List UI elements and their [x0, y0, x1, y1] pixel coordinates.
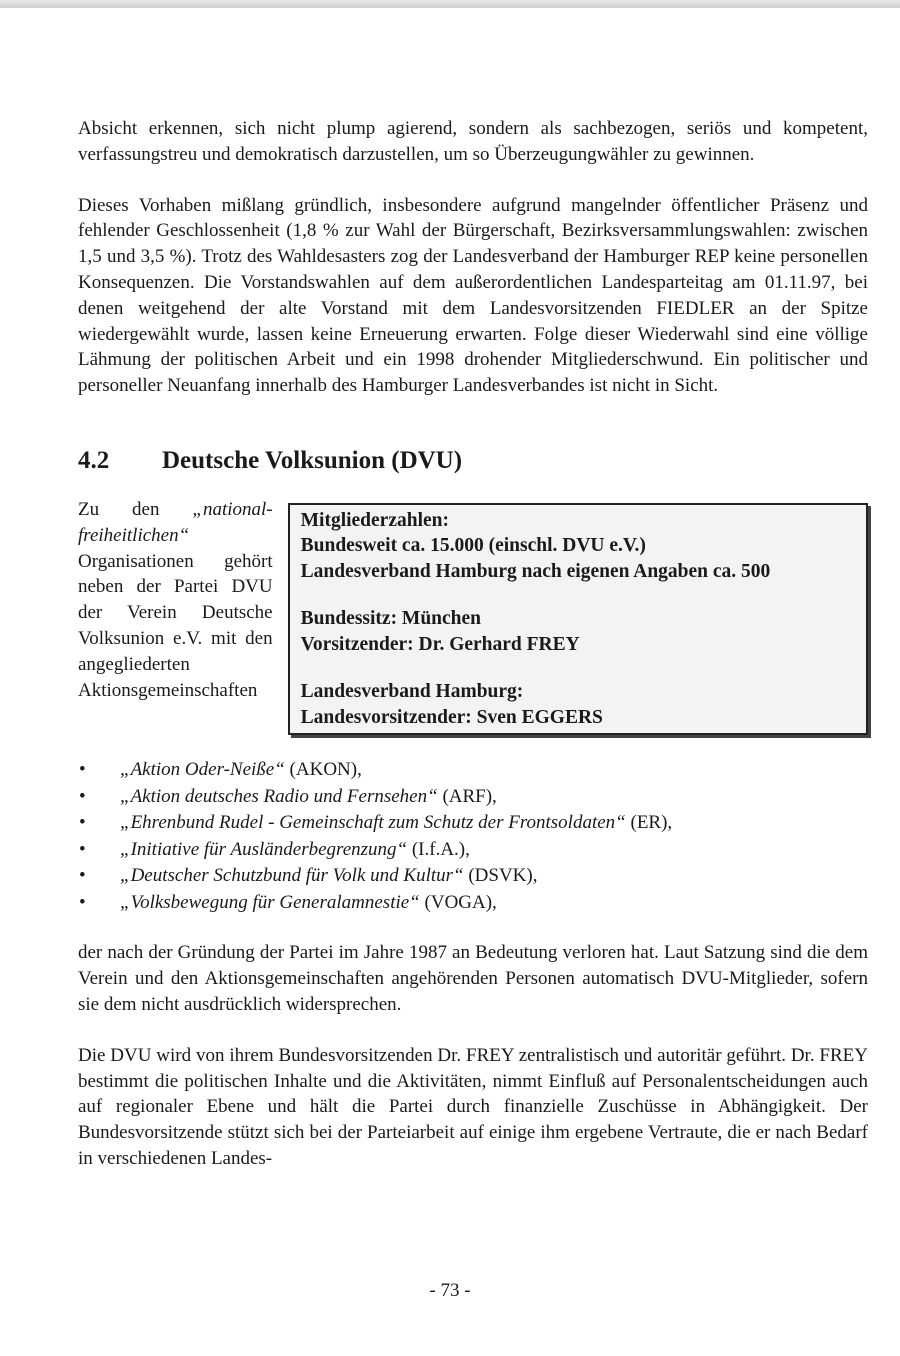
info-hamburg-label: Landesverband Hamburg:	[300, 681, 524, 703]
list-item-rest: (VOGA),	[419, 891, 497, 913]
list-item-italic: „Deutscher Schutzbund für Volk und Kultur“	[120, 865, 464, 887]
list-item	[78, 784, 868, 811]
section-title: Deutsche Volksunion (DVU)	[162, 446, 463, 474]
list-item	[78, 757, 868, 784]
bullet-list	[78, 757, 868, 916]
intro-before: Zu den	[78, 498, 193, 520]
bullet-icon: •	[79, 759, 86, 781]
list-item	[78, 837, 868, 864]
list-item-italic: „Ehrenbund Rudel - Gemeinschaft zum Schutz der Frontsoldaten“	[120, 812, 626, 834]
page-number: - 73 -	[429, 1280, 471, 1301]
list-item-italic: „Volksbewegung für Generalamnestie“	[120, 891, 420, 913]
list-item-rest: (I.f.A.),	[407, 838, 470, 860]
list-item-rest: (AKON),	[284, 759, 362, 781]
list-item	[78, 890, 868, 917]
section-heading	[78, 447, 868, 475]
info-members-national: Bundesweit ca. 15.000 (einschl. DVU e.V.)	[300, 535, 646, 557]
info-members-label: Mitgliederzahlen:	[300, 509, 449, 531]
paragraph-2: Dieses Vorhaben mißlang gründlich, insbesondere aufgrund mangelnder öffentlicher Präsenz und fehlender Geschlossenheit (1,8 % zur Wahl der Bürgerschaft, Bezirksversammlungswahlen: zwischen 1,5 und 3,5 %). Trotz des Wahldesasters zog der Landesverband der Hamburger REP keine personellen Konsequenzen. Die Vorstandswahlen auf dem außerordentlichen Landesparteitag am 01.11.97, bei denen weitgehend der alte Vorstand mit dem Landesvorsitzenden FIEDLER an der Spitze wiedergewählt wurde, lassen keine Erneuerung erwarten. Folge dieser Wiederwahl sind eine völlige Lähmung der politischen Arbeit und ein 1998 drohender Mitgliederschwund. Ein politischer und personeller Neuanfang innerhalb des Hamburger Landesverbandes ist nicht in Sicht.	[78, 194, 868, 397]
intro-italic: „national-freiheitlichen“	[78, 498, 273, 546]
list-item-rest: (DSVK),	[463, 865, 538, 887]
list-item-italic: „Initiative für Ausländerbegrenzung“	[120, 838, 408, 860]
paragraph-4: Die DVU wird von ihrem Bundesvorsitzenden Dr. FREY zentralistisch und autoritär geführt. Dr. FREY bestimmt die politischen Inhalte und die Aktivitäten, nimmt Einfluß auf Personalentscheidungen auch auf regionaler Ebene und hält die Partei durch finanzielle Zuschüsse in Abhängigkeit. Der Bundesvorsitzende stützt sich bei der Parteiarbeit auf einige ihm ergebene Vertraute, die er nach Bedarf in verschiedenen Landes-	[78, 1044, 868, 1170]
top-edge-rule	[0, 0, 900, 8]
paragraph-1: Absicht erkennen, sich nicht plump agierend, sondern als sachbezogen, seriös und kompetent, verfassungstreu und demokratisch darzustellen, um so Überzeugungwähler zu gewinnen.	[78, 118, 868, 165]
info-seat: Bundessitz: München	[300, 608, 482, 630]
intro-after: Organisationen gehört neben der Partei DVU der Verein Deutsche Volksunion e.V. mit den angegliederten Aktionsgemeinschaften	[78, 550, 273, 701]
intro-row	[78, 498, 868, 736]
info-hamburg-chairman: Landesvorsitzender: Sven EGGERS	[300, 706, 603, 728]
list-item	[78, 863, 868, 890]
bullet-icon: •	[79, 812, 86, 834]
intro-text	[78, 497, 273, 703]
info-members-hamburg: Landesverband Hamburg nach eigenen Angaben ca. 500	[300, 560, 771, 582]
list-item-italic: „Aktion deutsches Radio und Fernsehen“	[120, 785, 438, 807]
list-item	[78, 810, 868, 837]
list-item-rest: (ARF),	[437, 785, 497, 807]
bullet-icon: •	[79, 838, 86, 860]
info-chairman: Vorsitzender: Dr. Gerhard FREY	[300, 633, 580, 655]
document-page	[78, 116, 868, 1172]
section-number: 4.2	[78, 446, 110, 474]
bullet-icon: •	[79, 891, 86, 913]
info-box	[288, 503, 868, 736]
bullet-icon: •	[79, 785, 86, 807]
paragraph-3: der nach der Gründung der Partei im Jahre 1987 an Bedeutung verloren hat. Laut Satzung sind die dem Verein und den Aktionsgemeinschaften angehörenden Personen automatisch DVU-Mitglieder, sofern sie dem nicht ausdrücklich widersprechen.	[78, 942, 868, 1016]
bullet-icon: •	[79, 865, 86, 887]
list-item-rest: (ER),	[625, 812, 673, 834]
list-item-italic: „Aktion Oder-Neiße“	[120, 759, 285, 781]
